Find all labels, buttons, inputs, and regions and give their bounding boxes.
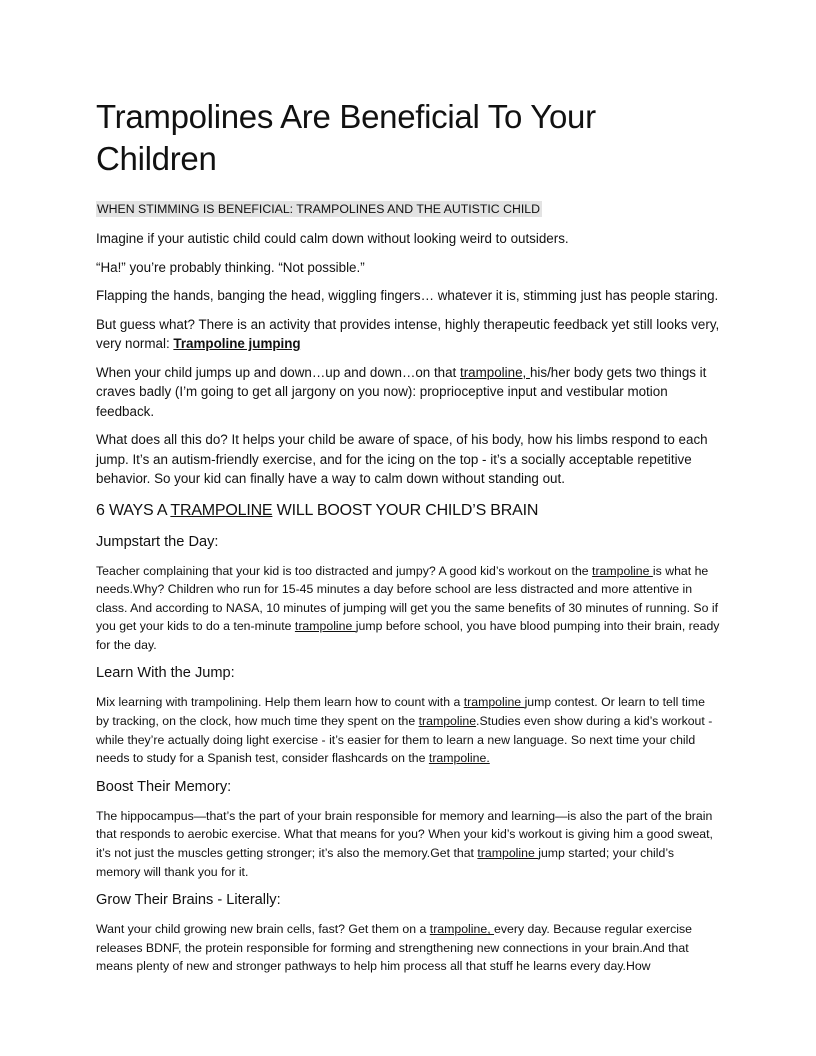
memory-text-1: The hippocampus—that’s the part of your brain responsible for memory and learning—is also the part of the brain that responds to aerobic exercise. What that means for you? When your kid’s workout is giving him a good sweat, it’s not just the muscles getting stronger; it’s also the memory.Get that (96, 808, 713, 861)
trampoline-jumping-link[interactable]: Trampoline jumping (173, 336, 301, 351)
learn-text-2: jump contest. Or learn to tell time by tracking, on the clock, how much time they spent on the (96, 695, 705, 729)
memory-text-2: jump started; your child’s memory will thank you for it. (96, 846, 675, 879)
trampoline-link[interactable]: trampoline. (428, 751, 490, 766)
intro-paragraph-3: Flapping the hands, banging the head, wiggling fingers… whatever it is, stimming just has people staring. (96, 288, 719, 303)
grow-text-1: Want your child growing new brain cells, fast? Get them on a (96, 922, 430, 937)
trampoline-link[interactable]: trampoline (592, 563, 653, 578)
trampoline-link[interactable]: trampoline, (460, 364, 530, 380)
intro-paragraph-1: Imagine if your autistic child could calm down without looking weird to outsiders. (96, 231, 569, 246)
page-title: Trampolines Are Beneficial To Your Children (96, 98, 596, 177)
trampoline-link[interactable]: trampoline, (429, 922, 495, 937)
section-heading-text-a: 6 WAYS A (96, 501, 171, 519)
trampoline-link[interactable]: trampoline (294, 619, 356, 634)
memory-heading: Boost Their Memory: (96, 778, 232, 795)
learn-text-3: .Studies even show during a kid’s workout - while they’re actually doing light exercise - it’s easier for them to learn a new language. So next time your child needs to study for a Spanish test, consider flashcards on the (96, 714, 713, 766)
grow-heading: Grow Their Brains - Literally: (96, 892, 281, 909)
section-heading-text-b: WILL BOOST YOUR CHILD’S BRAIN (272, 501, 539, 519)
jumpstart-paragraph (96, 562, 720, 655)
intro-paragraph-6: What does all this do? It helps your child be aware of space, of his body, how his limbs respond to each jump. It’s an autism-friendly exercise, and for the icing on the top - it’s a socially acceptable repetitive behavior. So your kid can finally have a way to calm down without standing out. (96, 432, 708, 486)
intro-paragraph-4-text: But guess what? There is an activity that provides intense, highly therapeutic feedback yet still looks very, very normal: (96, 316, 720, 351)
intro-paragraph-5-text-b: his/her body gets two things it craves badly (I’m going to get all jargony on you now): proprioceptive input and vestibular motion feedback. (96, 364, 707, 419)
grow-text-2: every day. Because regular exercise releases BDNF, the protein responsible for forming and strengthening new connections in your brain.And that means plenty of new and stronger pathways to help him process all that stuff he learns every day.How (96, 922, 693, 974)
grow-paragraph (96, 920, 720, 976)
intro-paragraph-5 (96, 363, 720, 422)
learn-text-1: Mix learning with trampolining. Help them learn how to count with a (96, 695, 464, 710)
learn-heading: Learn With the Jump: (96, 665, 235, 682)
intro-paragraph-2: “Ha!” you’re probably thinking. “Not possible.” (96, 259, 365, 275)
trampoline-link[interactable]: trampoline (418, 714, 477, 729)
memory-paragraph (96, 807, 720, 881)
subtitle-highlight: WHEN STIMMING IS BENEFICIAL: TRAMPOLINES AND THE AUTISTIC CHILD (97, 202, 540, 216)
trampoline-link[interactable]: trampoline (463, 695, 525, 710)
section-heading (96, 501, 720, 521)
intro-paragraph-5-text-a: When your child jumps up and down…up and down…on that (96, 364, 460, 380)
trampoline-link[interactable]: trampoline (477, 846, 539, 861)
document-body (96, 96, 720, 986)
jumpstart-text-1: Teacher complaining that your kid is too distracted and jumpy? A good kid’s workout on the (96, 563, 593, 578)
jumpstart-heading: Jumpstart the Day: (96, 533, 219, 550)
jumpstart-text-3: jump before school, you have blood pumping into their brain, ready for the day. (96, 619, 720, 652)
learn-paragraph (96, 693, 720, 767)
jumpstart-text-2: is what he needs.Why? Children who run for 15-45 minutes a day before school are less distracted and more attentive in class. And according to NASA, 10 minutes of jumping will get you the same benefits of 30 minutes of running. So if you get your kids to do a ten-minute (96, 563, 719, 634)
trampoline-heading-link[interactable]: TRAMPOLINE (170, 501, 273, 519)
intro-paragraph-4 (96, 315, 720, 354)
